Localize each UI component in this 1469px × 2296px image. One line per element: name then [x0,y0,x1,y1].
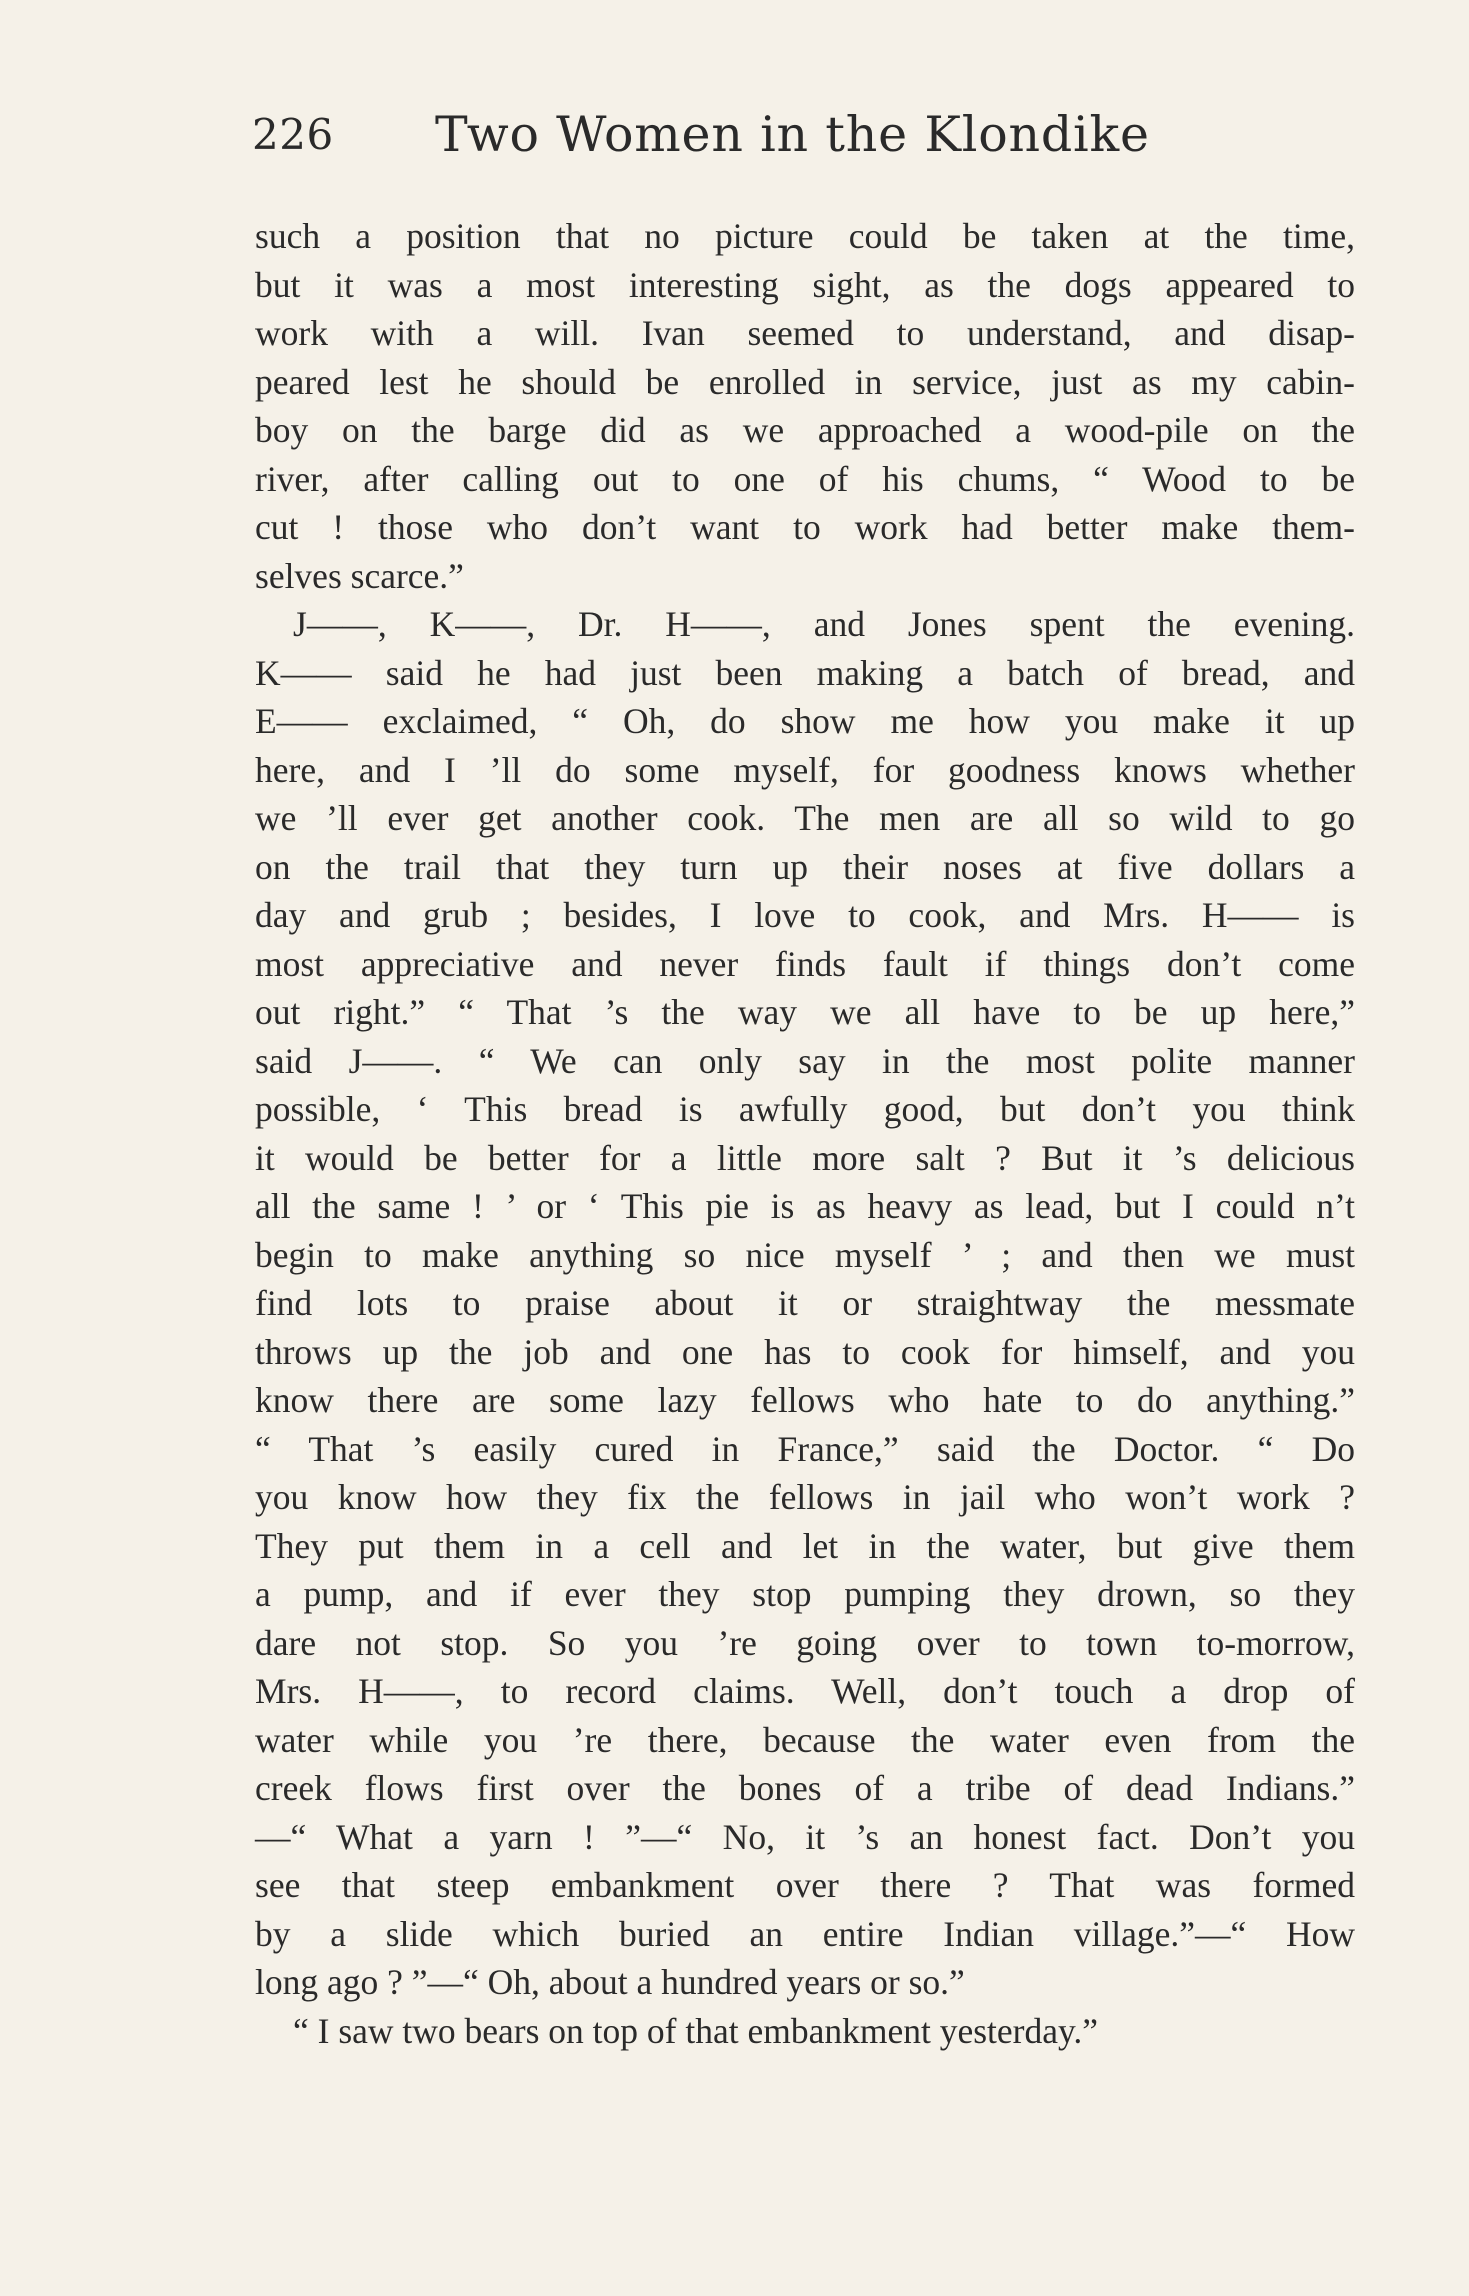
text-line: “ That ’s easily cured in France,” said the Doctor. “ Do [255,1428,1355,1469]
text-line: creek flows first over the bones of a tribe of dead Indians.” [255,1768,1355,1808]
text-line: most appreciative and never finds fault if things don’t come [255,943,1355,984]
text-line: river, after calling out to one of his chums, “ Wood to be [255,458,1355,499]
text-line: begin to make anything so nice myself ’ ; and then we must [255,1234,1355,1275]
text-line: throws up the job and one has to cook for himself, and you [255,1331,1355,1372]
running-title: Two Women in the Klondike [435,106,1150,163]
text-line: by a slide which buried an entire Indian village.”—“ How [255,1913,1355,1954]
body-text [255,212,1355,2055]
text-line: find lots to praise about it or straightway the messmate [255,1283,1355,1323]
text-line: “ I saw two bears on top of that embankment yesterday.” [293,2010,1099,2051]
text-line: said J——. “ We can only say in the most polite manner [255,1040,1355,1081]
text-line: but it was a most interesting sight, as the dogs appeared to [255,264,1355,305]
text-line: dare not stop. So you ’re going over to town to-morrow, [255,1622,1355,1663]
text-line: it would be better for a little more salt ? But it ’s delicious [255,1137,1355,1178]
text-line: work with a will. Ivan seemed to understand, and disap- [255,313,1355,353]
text-line: all the same ! ’ or ‘ This pie is as heavy as lead, but I could n’t [255,1186,1355,1226]
text-line: here, and I ’ll do some myself, for goodness knows whether [255,749,1355,790]
text-line: we ’ll ever get another cook. The men are all so wild to go [255,798,1355,838]
text-line: selves scarce.” [255,555,464,596]
text-line: possible, ‘ This bread is awfully good, but don’t you think [255,1089,1355,1129]
text-line: a pump, and if ever they stop pumping they drown, so they [255,1574,1355,1614]
text-line: E—— exclaimed, “ Oh, do show me how you make it up [255,701,1355,741]
text-line: know there are some lazy fellows who hate to do anything.” [255,1380,1355,1420]
text-line: out right.” “ That ’s the way we all have to be up here,” [255,992,1355,1032]
text-line: see that steep embankment over there ? That was formed [255,1865,1355,1905]
text-line: long ago ? ”—“ Oh, about a hundred years or so.” [255,1962,965,2002]
text-line: J——, K——, Dr. H——, and Jones spent the evening. [293,604,1355,644]
text-line: K—— said he had just been making a batch of bread, and [255,652,1355,693]
text-line: day and grub ; besides, I love to cook, and Mrs. H—— is [255,895,1355,935]
page-number: 226 [252,110,334,159]
text-line: you know how they fix the fellows in jail who won’t work ? [255,1477,1355,1517]
text-line: peared lest he should be enrolled in service, just as my cabin- [255,361,1355,402]
text-line: water while you ’re there, because the water even from the [255,1719,1355,1760]
text-line: —“ What a yarn ! ”—“ No, it ’s an honest fact. Don’t you [255,1816,1355,1857]
text-line: on the trail that they turn up their noses at five dollars a [255,846,1355,887]
text-line: boy on the barge did as we approached a wood-pile on the [255,410,1355,450]
text-line: They put them in a cell and let in the water, but give them [255,1525,1355,1566]
text-line: such a position that no picture could be taken at the time, [255,216,1355,256]
page-header [252,98,1352,168]
text-line: cut ! those who don’t want to work had better make them- [255,507,1355,547]
text-line: Mrs. H——, to record claims. Well, don’t touch a drop of [255,1671,1355,1711]
